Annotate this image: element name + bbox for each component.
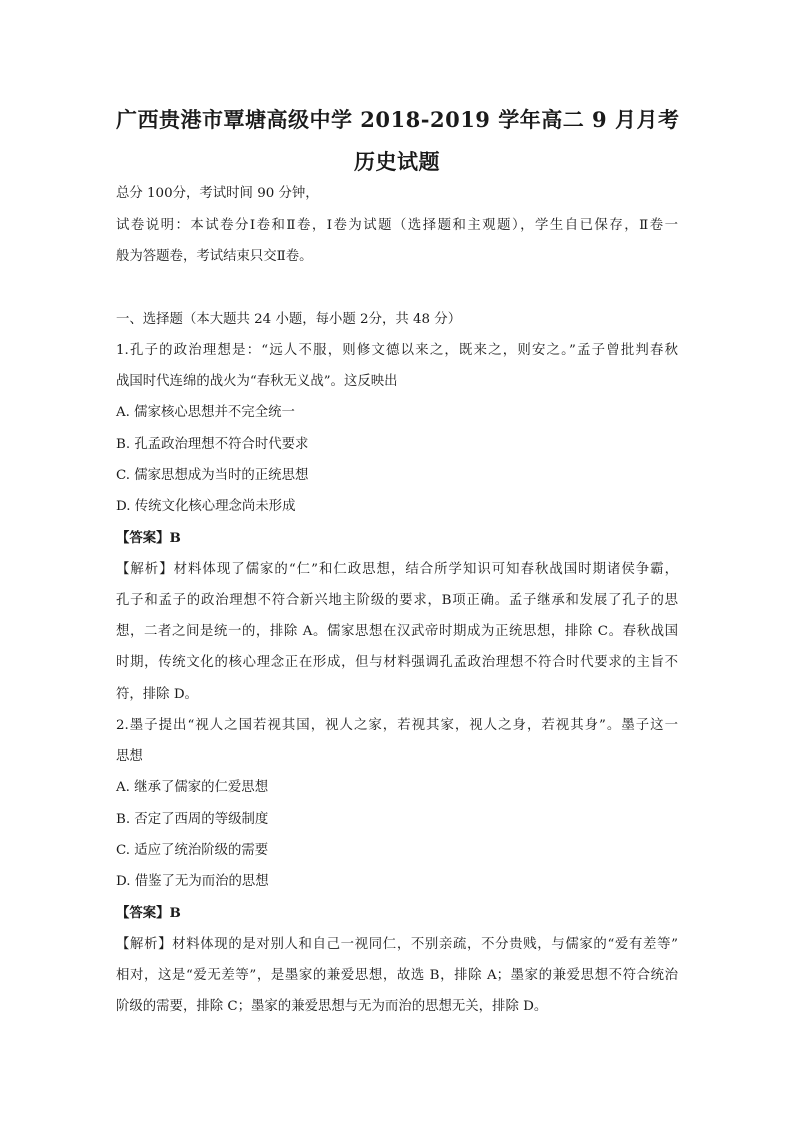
q2-analysis-line1: 【解析】材料体现的是对别人和自己一视同仁，不别亲疏，不分贵贱，与儒家的“爱有差等” [116,937,678,952]
q1-stem-line2: 战国时代连绵的战火为“春秋无义战”。这反映出 [116,374,398,389]
q2-stem-line1: 2.墨子提出“视人之国若视其国，视人之家，若视其家，视人之身，若视其身”。墨子这一 [116,718,678,733]
exam-subtitle: 历史试题 [354,149,440,174]
q2-answer: 【答案】B [116,905,181,921]
q2-analysis-line3: 阶级的需要，排除 C；墨家的兼爱思想与无为而治的思想无关，排除 D。 [116,999,548,1014]
q2-stem-line2: 思想 [116,749,143,764]
intro-score-time: 总分 100分，考试时间 90 分钟， [116,186,319,201]
intro-instructions-line1: 试卷说明：本试卷分Ⅰ卷和Ⅱ卷，Ⅰ卷为试题（选择题和主观题），学生自已保存，Ⅱ卷一 [116,218,678,233]
q1-option-a: A. 儒家核心思想并不完全统一 [116,405,295,420]
q1-stem-line1: 1.孔子的政治理想是：“远人不服，则修文德以来之，既来之，则安之。”孟子曾批判春秋 [116,343,678,358]
q1-analysis-line3: 想，二者之间是统一的，排除 A。儒家思想在汉武帝时期成为正统思想，排除 C。春秋战国 [116,624,678,639]
q2-option-d: D. 借鉴了无为而治的思想 [116,874,269,889]
q1-analysis-line4: 时期，传统文化的核心理念正在形成，但与材料强调孔孟政治理想不符合时代要求的主旨不 [116,655,678,670]
q1-analysis-line5: 符，排除 D。 [116,687,198,702]
q1-option-c: C. 儒家思想成为当时的正统思想 [116,468,309,483]
q2-option-b: B. 否定了西周的等级制度 [116,812,269,827]
q2-option-c: C. 适应了统治阶级的需要 [116,843,269,858]
q1-option-d: D. 传统文化核心理念尚未形成 [116,499,296,514]
q1-option-b: B. 孔孟政治理想不符合时代要求 [116,437,309,452]
intro-instructions-line2: 般为答题卷，考试结束只交Ⅱ卷。 [116,249,313,264]
section-heading: 一、选择题（本大题共 24 小题，每小题 2分，共 48 分） [116,312,462,327]
q1-analysis-line2: 孔子和孟子的政治理想不符合新兴地主阶级的要求，B项正确。孟子继承和发展了孔子的思 [116,593,678,608]
exam-title: 广西贵港市覃塘高级中学 2018-2019 学年高二 9 月月考 [116,107,680,132]
q1-answer: 【答案】B [116,530,181,546]
q2-analysis-line2: 相对，这是“爱无差等”，是墨家的兼爱思想，故选 B，排除 A；墨家的兼爱思想不符合统治 [116,968,678,983]
q2-option-a: A. 继承了儒家的仁爱思想 [116,780,269,795]
q1-analysis-line1: 【解析】材料体现了儒家的“仁”和仁政思想，结合所学知识可知春秋战国时期诸侯争霸， [116,562,678,577]
